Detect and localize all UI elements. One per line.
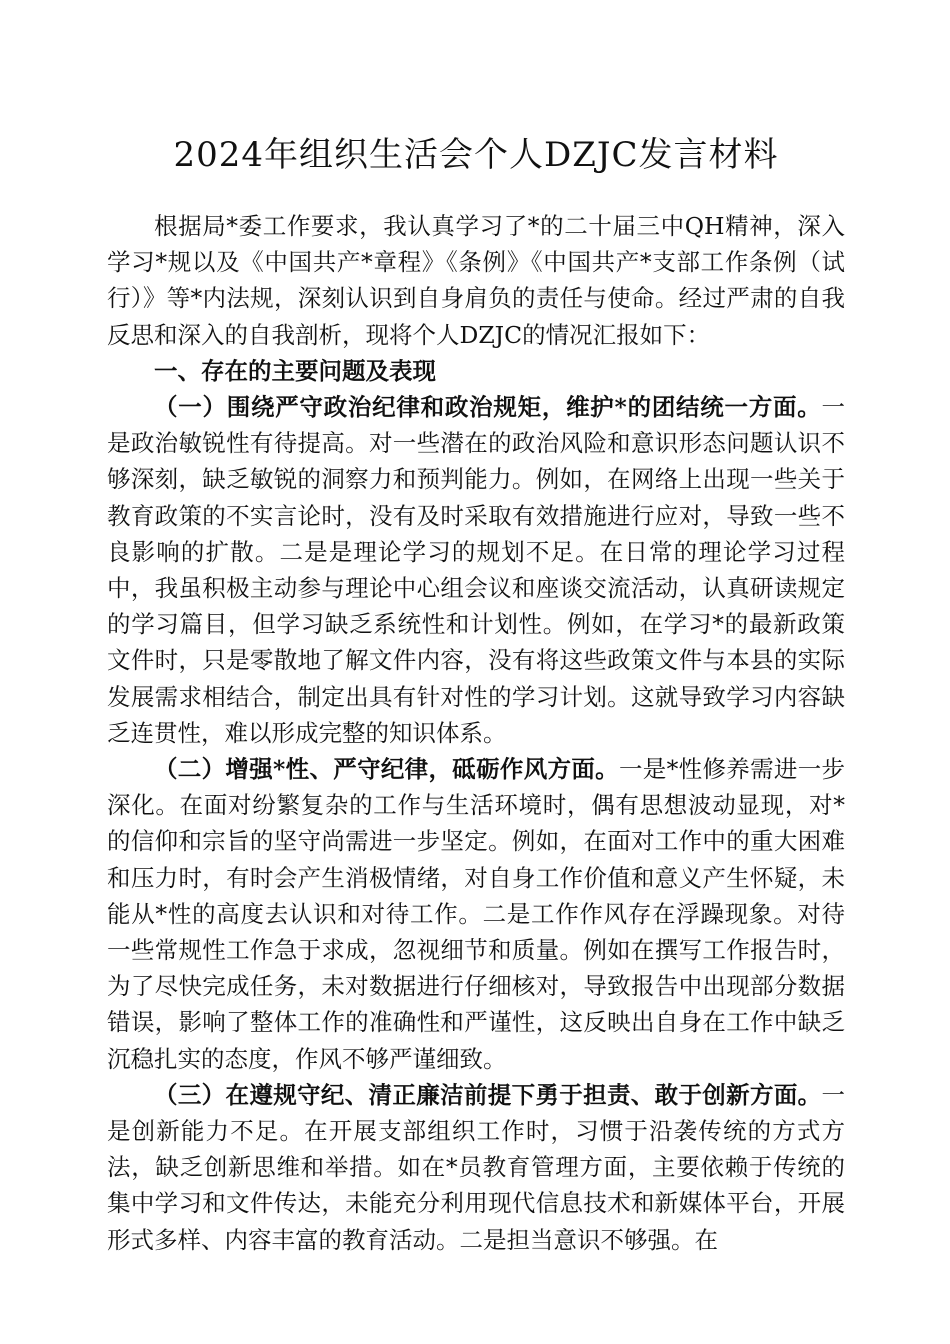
- item-lead-3: （三）在遵规守纪、清正廉洁前提下勇于担责、敢于创新方面。: [154, 1080, 822, 1109]
- item-lead-2: （二）增强*性、严守纪律，砥砺作风方面。: [154, 755, 619, 784]
- item-text-3: 一是创新能力不足。在开展支部组织工作时，习惯于沿袭传统的方式方法，缺乏创新思维和举措。如在*员教育管理方面，主要依赖于传统的集中学习和文件传达，未能充分利用现代信息技术和新媒体平台，开展形式多样、内容丰富的教育活动。二是担当意识不够强。在: [107, 1080, 845, 1254]
- item-paragraph-3: [107, 1077, 845, 1258]
- section-heading: 一、存在的主要问题及表现: [154, 356, 436, 385]
- item-lead-1: （一）围绕严守政治纪律和政治规矩，维护*的团结统一方面。: [154, 393, 822, 422]
- item-paragraph-1: [107, 389, 845, 751]
- document-title: 2024年组织生活会个人DZJC发言材料: [173, 135, 779, 175]
- intro-paragraph: 根据局*委工作要求，我认真学习了*的二十届三中QH精神，深入学习*规以及《中国共产*章程》《条例》《中国共产*支部工作条例（试行）》等*内法规，深刻认识到自身肩负的责任与使命。经过严肃的自我反思和深入的自我剖析，现将个人DZJC的情况汇报如下：: [107, 212, 845, 349]
- item-text-2: 一是*性修养需进一步深化。在面对纷繁复杂的工作与生活环境时，偶有思想波动显现，对*的信仰和宗旨的坚守尚需进一步坚定。例如，在面对工作中的重大困难和压力时，有时会产生消极情绪，对自身工作价值和意义产生怀疑，未能从*性的高度去认识和对待工作。二是工作作风存在浮躁现象。对待一些常规性工作急于求成，忽视细节和质量。例如在撰写工作报告时，为了尽快完成任务，未对数据进行仔细核对，导致报告中出现部分数据错误，影响了整体工作的准确性和严谨性，这反映出自身在工作中缺乏沉稳扎实的态度，作风不够严谨细致。: [107, 755, 845, 1073]
- document-body: [107, 208, 845, 1258]
- item-paragraph-2: [107, 751, 845, 1077]
- item-text-1: 一是政治敏锐性有待提高。对一些潜在的政治风险和意识形态问题认识不够深刻，缺乏敏锐的洞察力和预判能力。例如，在网络上出现一些关于教育政策的不实言论时，没有及时采取有效措施进行应对，导致一些不良影响的扩散。二是是理论学习的规划不足。在日常的理论学习过程中，我虽积极主动参与理论中心组会议和座谈交流活动，认真研读规定的学习篇目，但学习缺乏系统性和计划性。例如，在学习*的最新政策文件时，只是零散地了解文件内容，没有将这些政策文件与本县的实际发展需求相结合，制定出具有针对性的学习计划。这就导致学习内容缺乏连贯性，难以形成完整的知识体系。: [107, 393, 845, 747]
